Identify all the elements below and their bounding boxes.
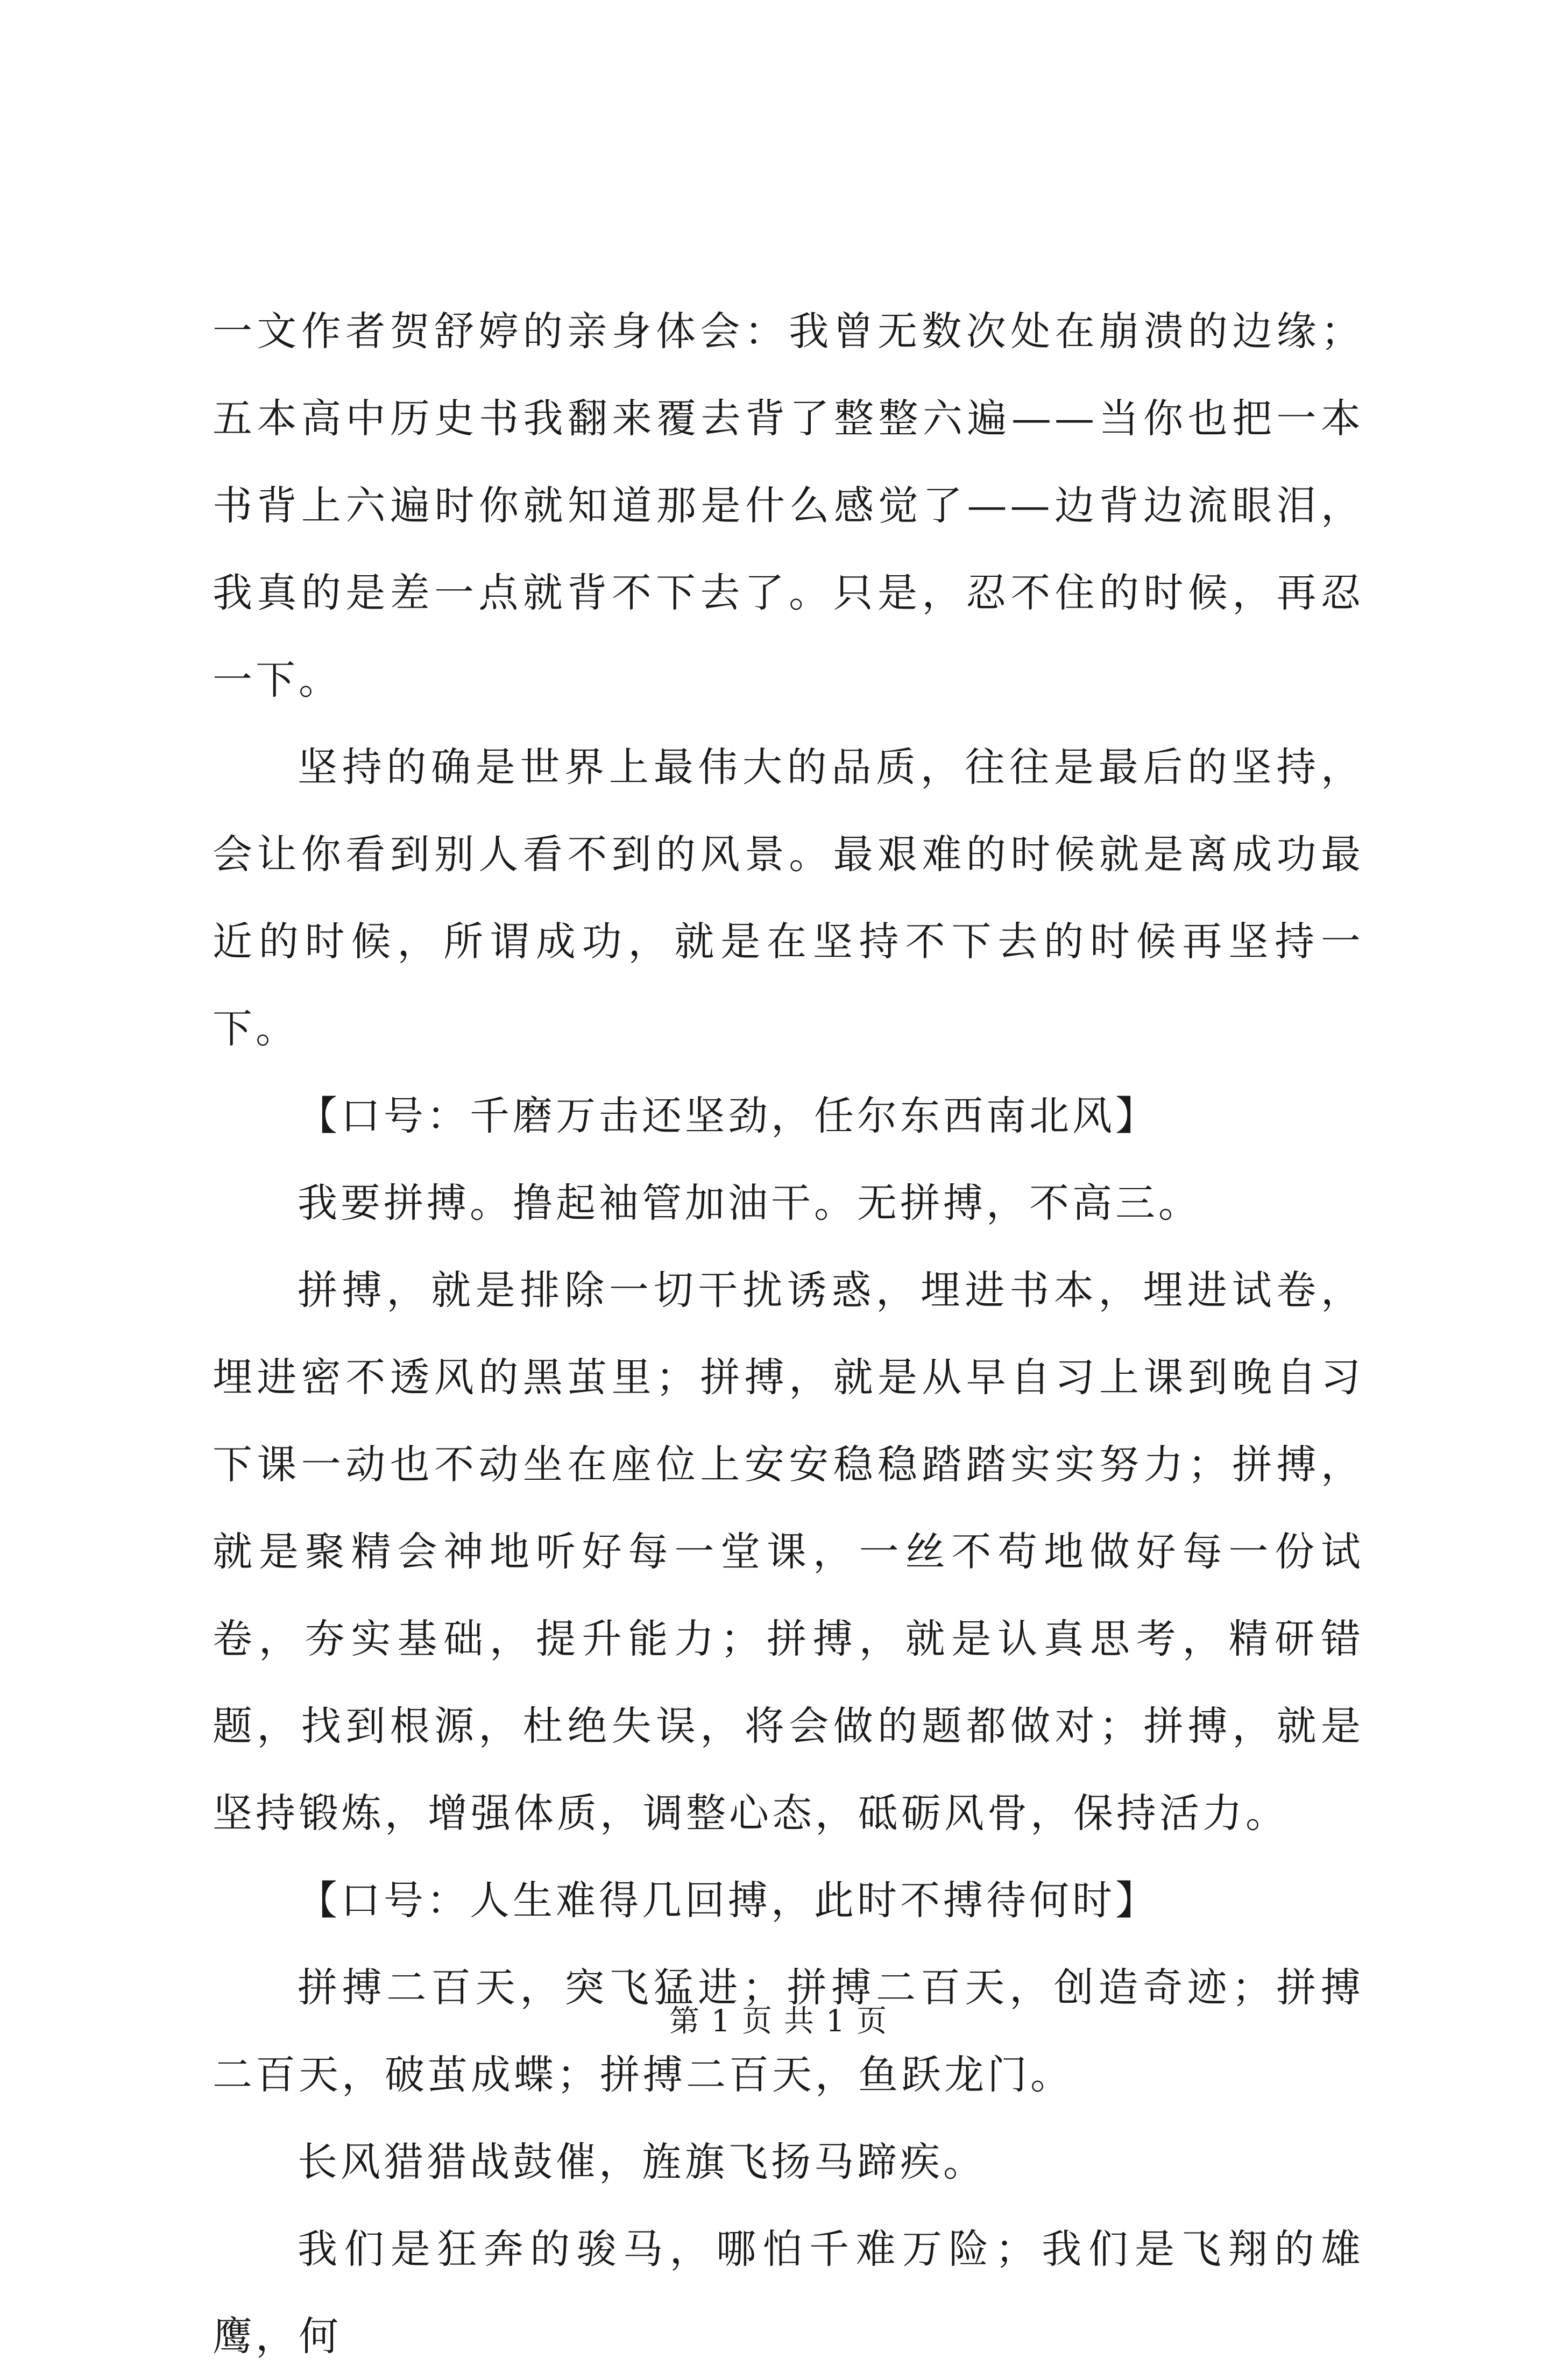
paragraph-5: 拼搏二百天，突飞猛进；拼搏二百天，创造奇迹；拼搏二百天，破茧成蝶；拼搏二百天，鱼跃龙门。 [213, 1965, 1364, 2098]
paragraph-3: 我要拼搏。撸起袖管加油干。无拼搏，不高三。 [298, 1180, 1201, 1226]
paragraph-6: 长风猎猎战鼓催，旌旗飞扬马蹄疾。 [298, 2139, 986, 2185]
body-text [213, 288, 1364, 2380]
paragraph-7: 我们是狂奔的骏马，哪怕千难万险；我们是飞翔的雄鹰，何 [213, 2226, 1364, 2360]
slogan-2: 【口号：人生难得几回搏，此时不搏待何时】 [298, 1877, 1158, 1924]
paragraph-4: 拼搏，就是排除一切干扰诱惑，埋进书本，埋进试卷，埋进密不透风的黑茧里；拼搏，就是从早自习上课到晚自习下课一动也不动坐在座位上安安稳稳踏踏实实努力；拼搏，就是聚精会神地听好每一堂课，一丝不苟地做好每一份试卷，夯实基础，提升能力；拼搏，就是认真思考，精研错题，找到根源，杜绝失误，将会做的题都做对；拼搏，就是坚持锻炼，增强体质，调整心态，砥砺风骨，保持活力。 [213, 1267, 1364, 1837]
paragraph-2: 坚持的确是世界上最伟大的品质，往往是最后的坚持，会让你看到别人看不到的风景。最艰难的时候就是离成功最近的时候，所谓成功，就是在坚持不下去的时候再坚持一下。 [213, 744, 1364, 1052]
slogan-1: 【口号：千磨万击还坚劲，任尔东西南北风】 [298, 1093, 1158, 1139]
paragraph-1: 一文作者贺舒婷的亲身体会：我曾无数次处在崩溃的边缘；五本高中历史书我翻来覆去背了整整六遍——当你也把一本书背上六遍时你就知道那是什么感觉了——边背边流眼泪，我真的是差一点就背不下去了。只是，忍不住的时候，再忍一下。 [213, 308, 1364, 703]
page-number-footer: 第 1 页 共 1 页 [669, 2004, 888, 2039]
